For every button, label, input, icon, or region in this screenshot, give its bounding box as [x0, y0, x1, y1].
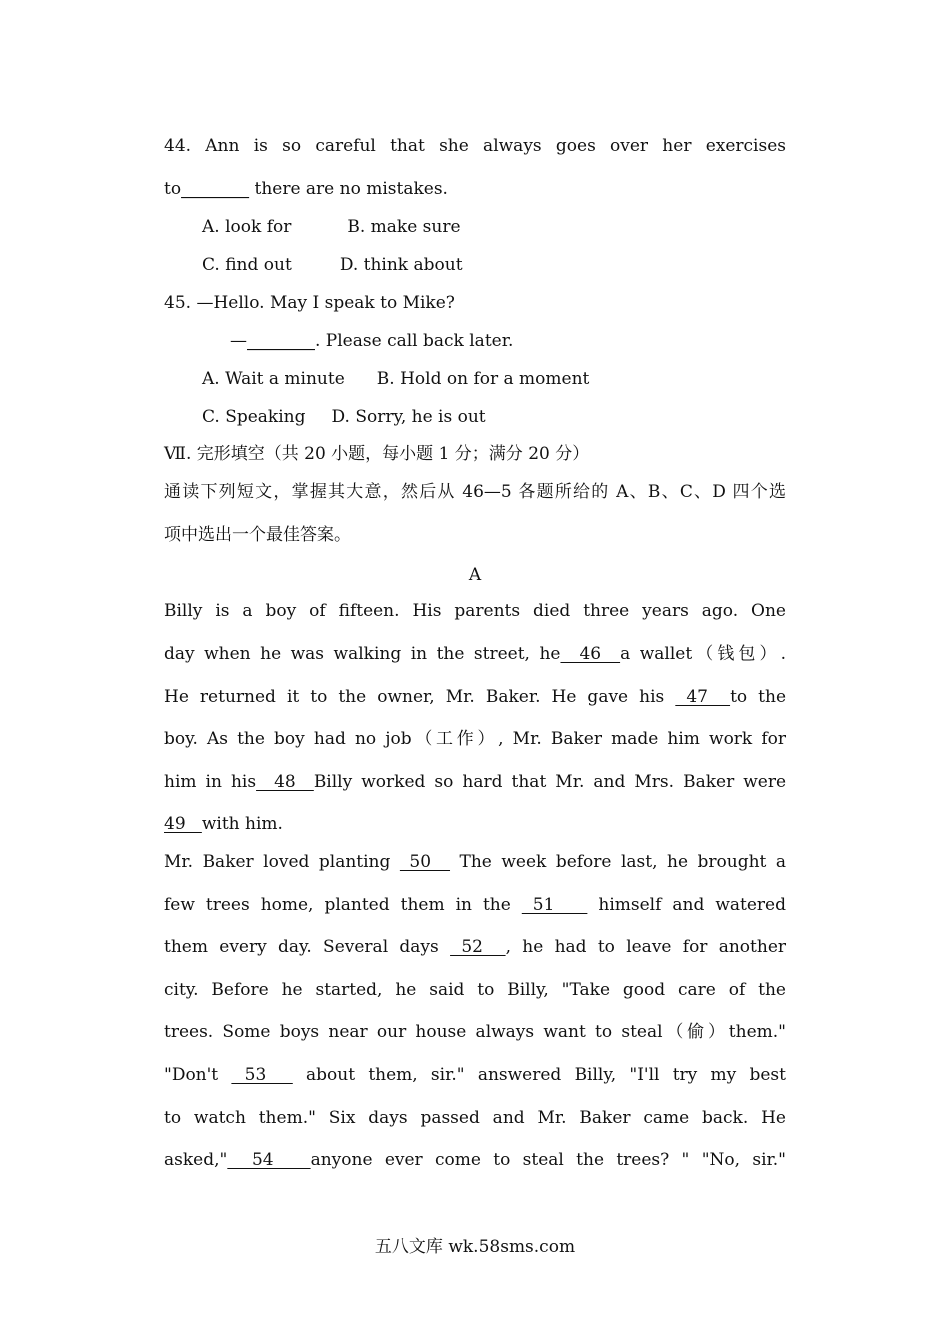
- q45-reply-dash: —: [230, 331, 247, 351]
- passage-text: to the: [730, 687, 787, 707]
- q44-stem-pre: to: [164, 179, 182, 199]
- passage-line-10: city. Before he started, he said to Billy, "Take good care of the: [164, 980, 786, 1000]
- passage-text: day when he was walking in the street, he: [164, 644, 561, 664]
- passage-line-1: Billy is a boy of fifteen. His parents died three years ago. One: [164, 601, 786, 621]
- blank-53: 53: [231, 1065, 293, 1085]
- passage-line-4: boy. As the boy had no job（工作）, Mr. Baker made him work for: [164, 729, 786, 749]
- q44-options-cd: [202, 257, 786, 274]
- q44-stem-post: there are no mistakes.: [249, 179, 448, 199]
- blank-46: 46: [560, 644, 621, 664]
- passage-line-6: [164, 816, 786, 833]
- passage-line-14: [164, 1152, 786, 1169]
- q45-option-b: B. Hold on for a moment: [376, 369, 590, 389]
- passage-text: The week before last, he brought a: [450, 852, 786, 872]
- passage-text: asked,": [164, 1150, 228, 1170]
- passage-line-8: [164, 897, 786, 914]
- q45-reply-post: . Please call back later.: [315, 331, 514, 351]
- blank-54: 54: [227, 1150, 311, 1170]
- q44-option-d: D. think about: [339, 255, 463, 275]
- q44-option-a: A. look for: [202, 217, 292, 237]
- q45-option-d: D. Sorry, he is out: [331, 407, 486, 427]
- q45-blank: ________: [247, 331, 315, 351]
- passage-text: few trees home, planted them in the: [164, 895, 522, 915]
- q44-option-c: C. find out: [202, 255, 292, 275]
- blank-49: 49: [164, 814, 202, 834]
- passage-text: anyone ever come to steal the trees? " "No, sir.": [310, 1150, 786, 1170]
- passage-text: him in his: [164, 772, 257, 792]
- q45-options-ab: [202, 371, 786, 388]
- q44-options-ab: [202, 219, 786, 236]
- section-instruction-line1: 通读下列短文，掌握其大意，然后从 46—5 各题所给的 A、B、C、D 四个选: [164, 482, 786, 502]
- passage-text: Mr. Baker loved planting: [164, 852, 400, 872]
- passage-title: A: [468, 565, 482, 585]
- section-heading: Ⅶ. 完形填空（共 20 小题，每小题 1 分；满分 20 分）: [164, 444, 590, 464]
- blank-52: 52: [450, 937, 506, 957]
- blank-48: 48: [256, 772, 314, 792]
- passage-text: a wallet（钱包）.: [620, 644, 787, 664]
- passage-line-3: [164, 689, 786, 706]
- blank-51: 51: [521, 895, 588, 915]
- passage-line-2: [164, 646, 786, 663]
- passage-text: about them, sir." answered Billy, "I'll try my best: [292, 1065, 786, 1085]
- passage-line-12: [164, 1067, 786, 1084]
- q45-option-c: C. Speaking: [202, 407, 306, 427]
- passage-text: them every day. Several days: [164, 937, 451, 957]
- blank-50: 50: [399, 852, 451, 872]
- passage-text: "Don't: [164, 1065, 232, 1085]
- q45-option-a: A. Wait a minute: [202, 369, 345, 389]
- section-instruction-line2: 项中选出一个最佳答案。: [164, 525, 351, 545]
- q45-options-cd: [202, 409, 786, 426]
- passage-text: himself and watered: [587, 895, 786, 915]
- passage-text: Billy worked so hard that Mr. and Mrs. Baker were: [313, 772, 787, 792]
- q44-stem-line2: [164, 181, 786, 198]
- q45-stem: 45. —Hello. May I speak to Mike?: [164, 293, 455, 313]
- q45-reply: [230, 333, 786, 350]
- q44-blank: ________: [181, 179, 250, 199]
- passage-line-9: [164, 939, 786, 956]
- passage-line-7: [164, 854, 786, 871]
- q44-stem-line1: 44. Ann is so careful that she always goes over her exercises: [164, 136, 786, 156]
- q44-option-b: B. make sure: [347, 217, 461, 237]
- passage-line-11: trees. Some boys near our house always want to steal（偷）them.": [164, 1022, 786, 1042]
- passage-line-13: to watch them." Six days passed and Mr. Baker came back. He: [164, 1108, 786, 1128]
- passage-line-5: [164, 774, 786, 791]
- passage-text: , he had to leave for another: [505, 937, 787, 957]
- passage-text: with him.: [201, 814, 283, 834]
- footer-watermark: 五八文库 wk.58sms.com: [374, 1237, 576, 1257]
- blank-47: 47: [675, 687, 731, 707]
- passage-text: He returned it to the owner, Mr. Baker. He gave his: [164, 687, 676, 707]
